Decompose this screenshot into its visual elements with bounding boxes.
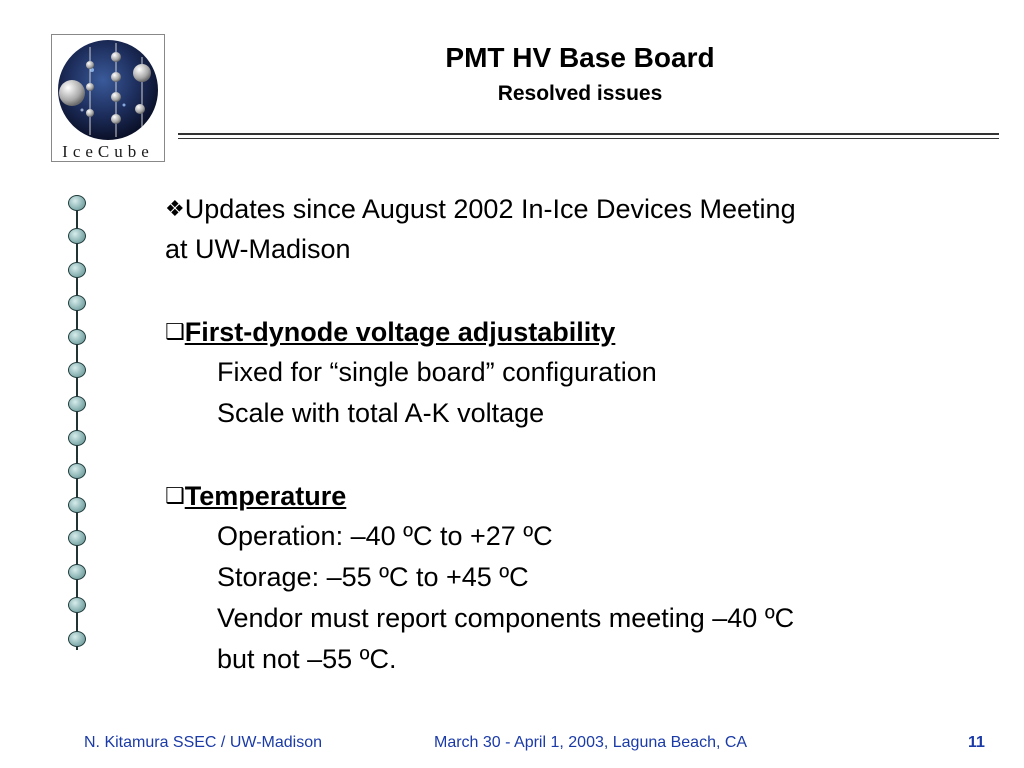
bead-icon: [68, 329, 86, 345]
checkbox-bullet-icon: ❑: [165, 483, 185, 508]
slide-body: [165, 188, 985, 680]
bead-icon: [68, 262, 86, 278]
bead-icon: [68, 530, 86, 546]
bead-icon: [68, 396, 86, 412]
temperature-line: Storage: –55 ºC to +45 ºC: [217, 562, 529, 592]
bead-icon: [68, 597, 86, 613]
bead-icon: [68, 228, 86, 244]
title-rule-thick: [178, 133, 999, 135]
bead-icon: [68, 195, 86, 211]
bead-icon: [68, 295, 86, 311]
icecube-logo: [51, 34, 165, 162]
page-number: 11: [968, 734, 985, 751]
temperature-line: Operation: –40 ºC to +27 ºC: [217, 521, 553, 551]
bead-icon: [68, 463, 86, 479]
bead-icon: [68, 430, 86, 446]
title-rule-thin: [178, 138, 999, 139]
bead-icon: [68, 497, 86, 513]
bead-icon: [68, 362, 86, 378]
bead-icon: [68, 564, 86, 580]
dynode-line: Fixed for “single board” configuration: [217, 357, 657, 387]
icecube-globe-icon: [52, 35, 164, 141]
bead-chain-decoration: [66, 190, 88, 660]
temperature-heading-text: Temperature: [184, 481, 347, 511]
intro-text-1: Updates since August 2002 In-Ice Devices Meeting: [184, 194, 796, 224]
diamond-bullet-icon: ❖: [165, 196, 185, 221]
dynode-heading-text: First-dynode voltage adjustability: [184, 317, 616, 347]
checkbox-bullet-icon: ❑: [165, 319, 185, 344]
intro-line-1: [165, 188, 985, 229]
dynode-line: Scale with total A-K voltage: [217, 398, 545, 428]
icecube-wordmark: IceCube: [62, 142, 154, 161]
temperature-line: but not –55 ºC.: [217, 644, 397, 674]
section-heading-dynode: [165, 311, 985, 352]
bead-icon: [68, 631, 86, 647]
temperature-line: Vendor must report components meeting –40 ºC: [217, 603, 795, 633]
slide-subtitle: Resolved issues: [497, 82, 663, 105]
intro-line-2: at UW-Madison: [165, 234, 351, 264]
slide-title: PMT HV Base Board: [445, 42, 715, 73]
footer-event: March 30 - April 1, 2003, Laguna Beach, CA: [434, 734, 748, 751]
footer-author: N. Kitamura SSEC / UW-Madison: [84, 734, 322, 751]
section-heading-temperature: [165, 475, 985, 516]
